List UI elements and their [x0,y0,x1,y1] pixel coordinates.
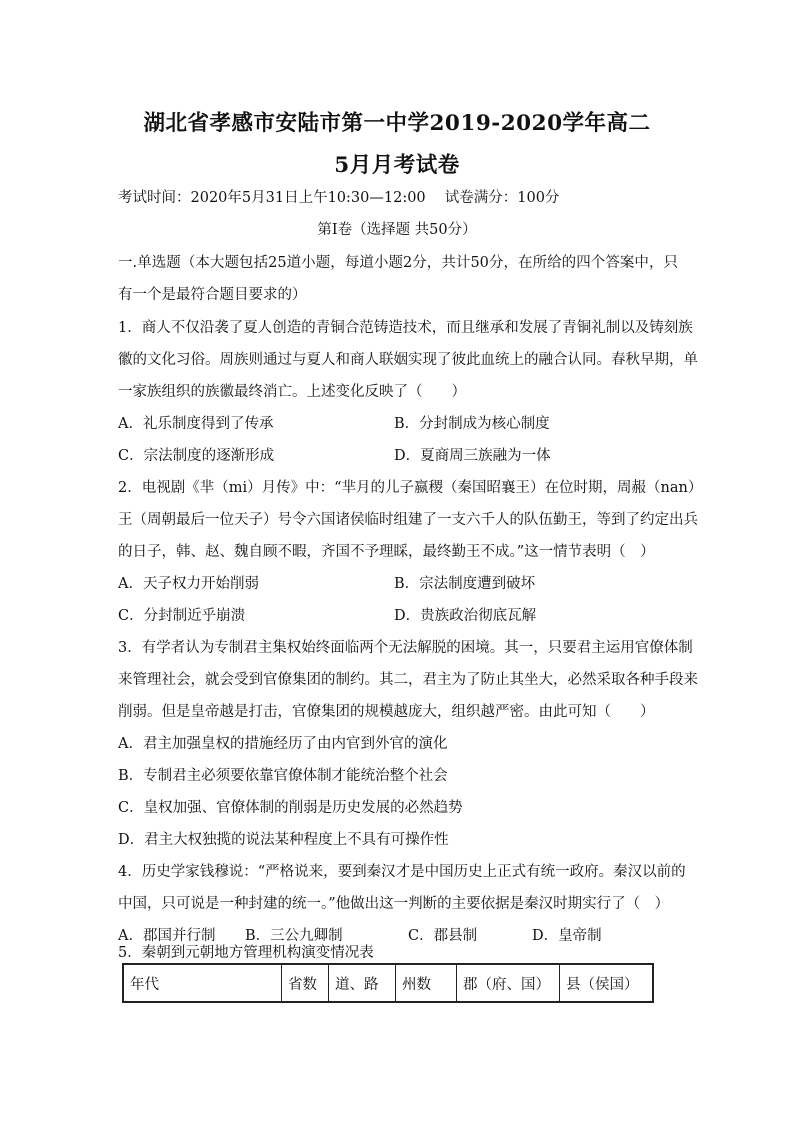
question-1-option-c: C．宗法制度的逐渐形成 [118,448,275,464]
table-header-cell: 省数 [282,964,329,1002]
question-2-text: 的日子，韩、赵、魏自顾不暇，齐国不予理睬，最终勤王不成。”这一情节表明（ ） [118,544,655,560]
table-header-cell: 郡（府、国） [457,964,560,1002]
question-4-option-b: B．三公九卿制 [245,928,343,944]
question-3-option-a: A．君主加强皇权的措施经历了由内官到外官的演化 [118,736,448,752]
question-4-option-c: C．郡县制 [408,928,478,944]
table-header-cell: 道、路 [329,964,396,1002]
question-4-text: 中国，只可说是一种封建的统一。”他做出这一判断的主要依据是秦汉时期实行了（ ） [118,896,670,912]
question-3-text: 来管理社会，就会受到官僚集团的制约。其二，君主为了防止其坐大，必然采取各种手段来 [118,672,698,688]
instructions-line: 一.单选题（本大题包括25道小题，每道小题2分，共计50分，在所给的四个答案中，只 [118,255,678,271]
question-4-option-d: D．皇帝制 [532,928,602,944]
page-subtitle: 5月月考试卷 [334,153,460,178]
table-header-cell: 县（侯国） [560,964,654,1002]
question-3-option-b: B．专制君主必须要依靠官僚体制才能统治整个社会 [118,768,448,784]
table-header-row [123,964,653,1002]
question-1-option-d: D．夏商周三族融为一体 [394,448,551,464]
table-header-cell: 州数 [396,964,457,1002]
admin-evolution-table [122,963,654,1003]
question-3-text: 3．有学者认为专制君主集权始终面临两个无法解脱的困境。其一，只要君主运用官僚体制 [118,640,693,656]
instructions-line: 有一个是最符合题目要求的） [118,287,307,303]
question-2-option-a: A．天子权力开始削弱 [118,576,259,592]
question-3-text: 削弱。但是皇帝越是打击，官僚集团的规模越庞大，组织越严密。由此可知（ ） [118,704,655,720]
question-2-option-c: C．分封制近乎崩溃 [118,608,246,624]
question-2-option-d: D．贵族政治彻底瓦解 [394,608,537,624]
question-2-text: 王（周朝最后一位天子）号令六国诸侯临时组建了一支六千人的队伍勤王，等到了约定出兵 [118,512,698,528]
section-title: 第Ⅰ卷（选择题 共50分） [317,222,477,238]
question-4-text: 4．历史学家钱穆说：“严格说来，要到秦汉才是中国历史上正式有统一政府。秦汉以前的 [118,864,686,880]
page-title: 湖北省孝感市安陆市第一中学2019-2020学年高二 [143,111,651,136]
question-1-option-b: B．分封制成为核心制度 [394,416,550,432]
question-5-text: 5．秦朝到元朝地方管理机构演变情况表 [118,945,374,961]
question-2-option-b: B．宗法制度遭到破坏 [394,576,536,592]
question-2-text: 2．电视剧《芈（mi）月传》中：“芈月的儿子嬴稷（秦国昭襄王）在位时期，周赧（nan） [118,480,703,496]
question-1-text: 一家族组织的族徽最终消亡。上述变化反映了（ ） [118,384,466,400]
question-3-option-d: D．君主大权独揽的说法某种程度上不具有可操作性 [118,832,449,848]
question-3-option-c: C．皇权加强、官僚体制的削弱是历史发展的必然趋势 [118,800,463,816]
question-1-text: 1．商人不仅沿袭了夏人创造的青铜合范铸造技术，而且继承和发展了青铜礼制以及铸刻族 [118,320,693,336]
table-header-cell: 年代 [123,964,282,1002]
question-1-option-a: A．礼乐制度得到了传承 [118,416,274,432]
question-4-option-a: A．郡国并行制 [118,928,216,944]
exam-info: 考试时间：2020年5月31日上午10:30—12:00 试卷满分：100分 [118,190,560,206]
question-1-text: 徽的文化习俗。周族则通过与夏人和商人联姻实现了彼此血统上的融合认同。春秋早期，单 [118,352,698,368]
